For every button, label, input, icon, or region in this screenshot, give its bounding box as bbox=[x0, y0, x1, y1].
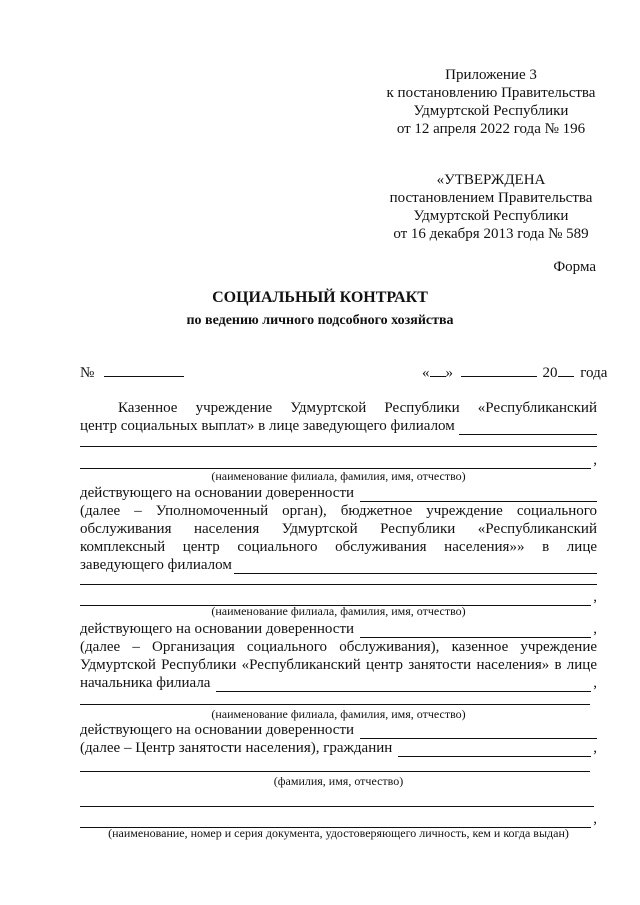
citizen-field[interactable] bbox=[398, 743, 591, 757]
comma: , bbox=[593, 589, 597, 605]
body-text: действующего на основании доверенности bbox=[80, 722, 355, 738]
body-line-with-field bbox=[80, 417, 597, 435]
comma: , bbox=[593, 811, 597, 827]
year-suffix: года bbox=[580, 365, 608, 381]
appendix-line: к постановлению Правительства bbox=[386, 85, 596, 101]
body-line: Казенное учреждение Удмуртской Республики «Республиканский bbox=[118, 400, 597, 416]
approved-block bbox=[372, 171, 610, 243]
appendix-line: Приложение 3 bbox=[445, 67, 537, 83]
field-caption: (наименование филиала, фамилия, имя, отчество) bbox=[211, 707, 466, 721]
form-label: Форма bbox=[553, 259, 596, 275]
body-text: (далее – Центр занятости населения), гражданин bbox=[80, 740, 393, 756]
appendix-line: Удмуртской Республики bbox=[413, 103, 569, 119]
body-line: Удмуртской Республики «Республиканский центр занятости населения» в лице bbox=[80, 657, 597, 673]
comma: , bbox=[593, 452, 597, 468]
body-line-with-field bbox=[80, 721, 597, 739]
comma: , bbox=[593, 675, 597, 691]
date-quote-close: » bbox=[445, 365, 453, 381]
proxy-field-3[interactable] bbox=[360, 725, 597, 739]
date-year-field[interactable] bbox=[558, 363, 574, 377]
branch-chief-field-line[interactable] bbox=[80, 704, 590, 705]
branch-head-field-line[interactable] bbox=[80, 446, 597, 447]
branch-head-field-2[interactable] bbox=[80, 455, 591, 469]
body-text: начальника филиала bbox=[80, 675, 211, 691]
appendix-line: от 12 апреля 2022 года № 196 bbox=[396, 121, 586, 137]
branch-head-field-line-2[interactable] bbox=[80, 584, 597, 585]
body-line-with-field bbox=[80, 739, 597, 757]
document-title: СОЦИАЛЬНЫЙ КОНТРАКТ bbox=[212, 289, 428, 306]
body-line-with-field bbox=[80, 484, 597, 502]
approved-line: Удмуртской Республики bbox=[413, 208, 569, 224]
approved-line: от 16 декабря 2013 года № 589 bbox=[393, 226, 589, 242]
branch-head-field-3[interactable] bbox=[234, 560, 597, 574]
date-quote-open: « bbox=[422, 365, 430, 381]
comma: , bbox=[593, 621, 597, 637]
body-line-with-field bbox=[80, 620, 597, 638]
appendix-block bbox=[372, 66, 610, 138]
body-line: (далее – Уполномоченный орган), бюджетное учреждение социального bbox=[80, 503, 597, 519]
branch-head-field[interactable] bbox=[459, 421, 597, 435]
field-caption: (наименование филиала, фамилия, имя, отчество) bbox=[211, 604, 466, 618]
date-group bbox=[422, 363, 607, 382]
document-subtitle: по ведению личного подсобного хозяйства bbox=[186, 313, 454, 328]
body-text: заведующего филиалом bbox=[80, 557, 232, 573]
field-caption: (наименование, номер и серия документа, удостоверяющего личность, кем и когда выдан) bbox=[108, 826, 569, 840]
comma: , bbox=[593, 740, 597, 756]
approved-line: «УТВЕРЖДЕНА bbox=[436, 172, 546, 188]
body-line-with-field bbox=[80, 674, 597, 692]
body-text: действующего на основании доверенности bbox=[80, 485, 355, 501]
body-line: обслуживания населения Удмуртской Республики «Республиканский bbox=[80, 521, 597, 537]
field-caption: (фамилия, имя, отчество) bbox=[273, 774, 404, 788]
branch-chief-field[interactable] bbox=[216, 678, 591, 692]
proxy-field[interactable] bbox=[360, 488, 597, 502]
field-caption: (наименование филиала, фамилия, имя, отчество) bbox=[211, 469, 466, 483]
body-text: действующего на основании доверенности bbox=[80, 621, 355, 637]
date-day-field[interactable] bbox=[430, 363, 446, 377]
proxy-field-2[interactable] bbox=[360, 624, 591, 638]
body-line: (далее – Организация социального обслуживания), казенное учреждение bbox=[80, 639, 597, 655]
date-month-field[interactable] bbox=[461, 363, 537, 377]
number-sign: № bbox=[80, 365, 95, 381]
id-document-field-line[interactable] bbox=[80, 806, 594, 807]
year-prefix: 20 bbox=[542, 365, 558, 381]
citizen-fio-field-line[interactable] bbox=[80, 771, 590, 772]
body-line-with-field bbox=[80, 556, 597, 574]
number-date-row bbox=[80, 363, 608, 382]
body-line-with-field bbox=[80, 451, 597, 469]
body-text: центр социальных выплат» в лице заведующего филиалом bbox=[80, 418, 455, 434]
contract-number-field[interactable] bbox=[104, 363, 184, 377]
approved-line: постановлением Правительства bbox=[389, 190, 593, 206]
body-line: комплексный центр социального обслуживания населения»» в лице bbox=[80, 539, 597, 555]
